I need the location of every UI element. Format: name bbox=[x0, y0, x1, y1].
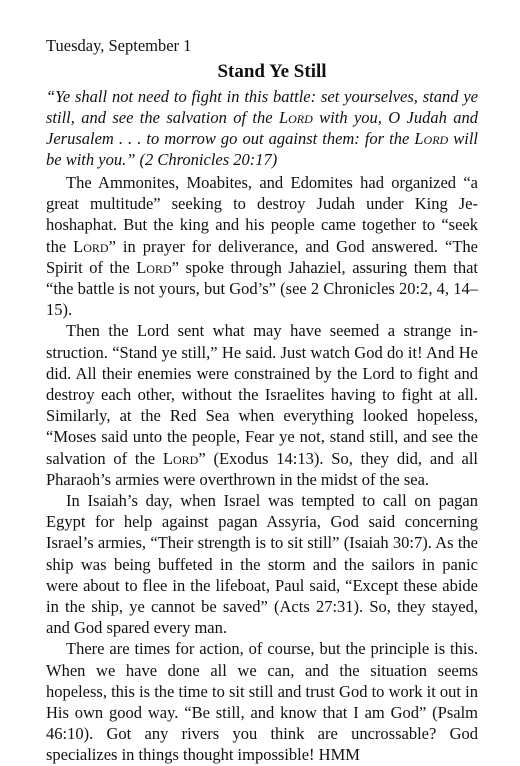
p1-lord-1: Lord bbox=[73, 236, 109, 256]
paragraph-3: In Isaiah’s day, when Israel was tempted to call on pagan Egypt for help against pagan Assyria, God said concerning Israel’s armies, “Their strength is to sit still” (Isaiah 30:7). As the ship was being buffeted in the storm and the sailors in panic were about to flee in the lifeboat, Paul said, “Except these abide in the ship, ye cannot be saved” (Acts 27:31). So, they stayed, and God spared every man. bbox=[46, 491, 478, 638]
paragraph-2 bbox=[46, 320, 478, 490]
p1-text-c: ” spoke through Jahaziel, assuring them that “the battle is not yours, but God’s” (see 2 Chronicles 20:2, 4, 14–15). bbox=[46, 257, 478, 320]
paragraph-1 bbox=[46, 172, 478, 320]
page-title: Stand Ye Still bbox=[217, 61, 327, 82]
p2-text-b: ” (Exodus 14:13). So, they did, and all Pharaoh’s armies were overthrown in the midst of the sea. bbox=[46, 448, 478, 489]
p2-text-a: Then the Lord sent what may have seemed a strange instruction. “Stand ye still,” He said. Just watch God do it! And He did. All their enemies were constrained by the Lord to fight and destroy each other, without the Israelites having to fight at all. Similarly, at the Red Sea when everything looked hopeless, “Moses said unto the people, Fear ye not, stand still, and see the salvation of the bbox=[46, 321, 478, 468]
paragraph-4: There are times for action, of course, but the principle is this. When we have done all we can, and the situation seems hopeless, this is the time to sit still and trust God to work it out in His own good way. “Be still, and know that I am God” (Psalm 46:10). Got any rivers you think are uncrossable? God specializes in things thought impossible! HMM bbox=[46, 639, 478, 765]
p2-lord-1: Lord bbox=[162, 448, 199, 468]
entry-date: Tuesday, September 1 bbox=[46, 36, 192, 55]
verse-text-2: with you, O Judah and Jerusalem . . . to morrow go out against them: for the bbox=[46, 108, 478, 148]
p1-text-a: The Ammonites, Moabites, and Edomites had organized “a great multitude” seeking to destroy Judah under King Jehoshaphat. But the king and his people came together to “seek the bbox=[46, 173, 478, 256]
verse-lord-2: Lord bbox=[414, 129, 449, 148]
p1-text-b: ” in prayer for deliverance, and God answered. “The Spirit of the bbox=[46, 236, 478, 277]
scripture-verse bbox=[46, 86, 478, 170]
verse-text-1: “Ye shall not need to fight in this battle: set yourselves, stand ye still, and see the salvation of the bbox=[46, 87, 478, 127]
verse-text-3: will be with you.” (2 Chronicles 20:17) bbox=[46, 129, 479, 169]
p1-lord-2: Lord bbox=[136, 257, 172, 277]
verse-lord-1: Lord bbox=[278, 108, 313, 127]
